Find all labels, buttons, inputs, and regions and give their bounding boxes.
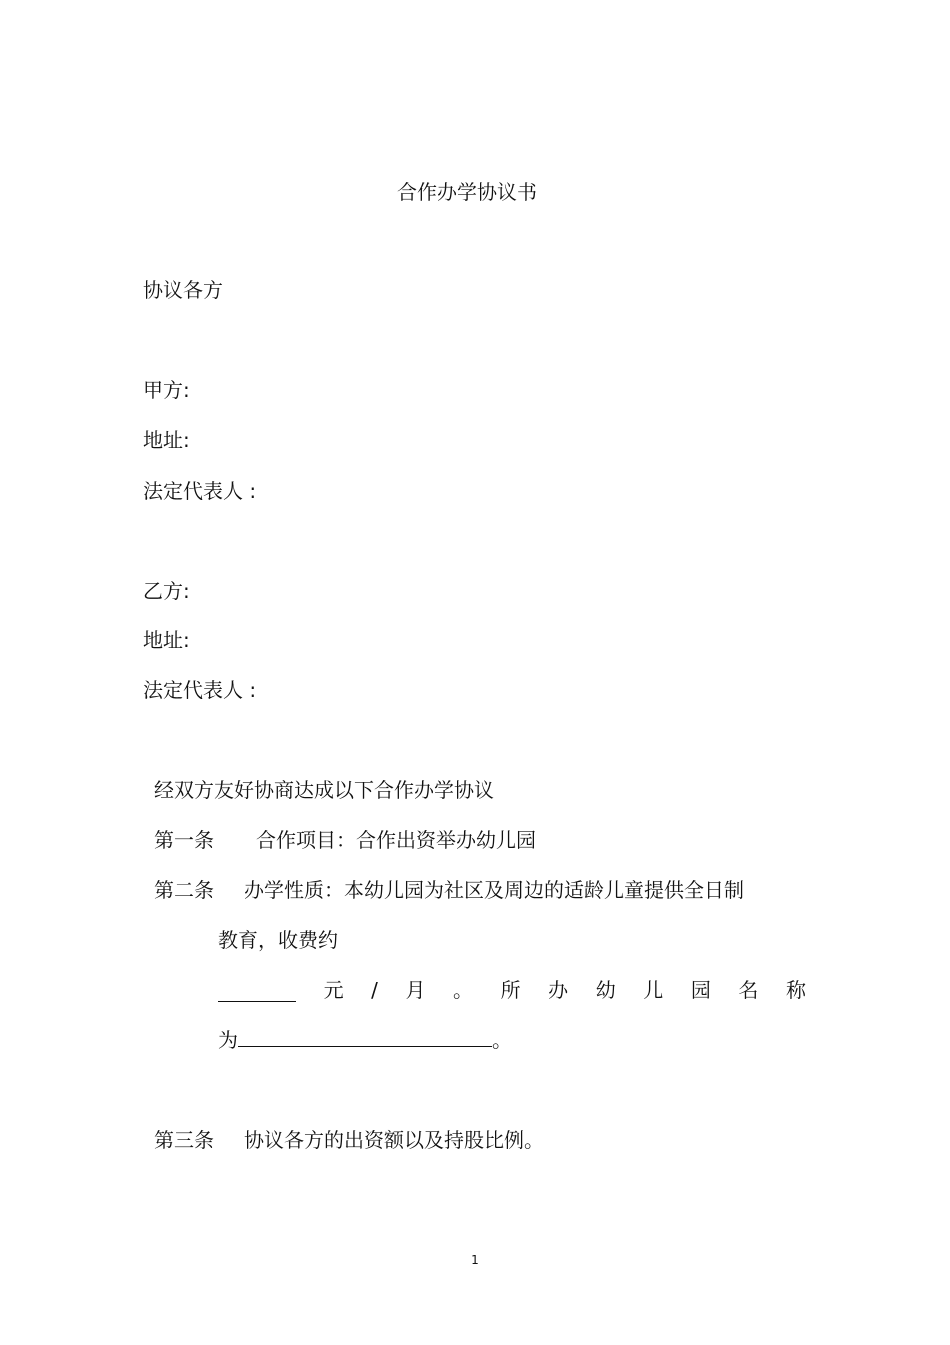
agreement-intro: 经双方友好协商达成以下合作办学协议 [154, 778, 494, 802]
page-number: 1 [471, 1253, 479, 1267]
fee-char: 月 [405, 978, 426, 1002]
fee-char: / [371, 978, 378, 1002]
article-2-number: 第二条 [154, 878, 214, 902]
article-1-text: 合作项目：合作出资举办幼儿园 [256, 828, 536, 852]
article-3-text: 协议各方的出资额以及持股比例。 [244, 1128, 544, 1152]
fee-char: 。 [453, 978, 473, 1002]
party-a-address: 地址: [143, 428, 190, 452]
fee-blank [218, 983, 296, 1002]
fee-char: 名 [738, 978, 759, 1002]
fee-char: 儿 [643, 978, 664, 1002]
fee-char: 办 [548, 978, 569, 1002]
article-3-number: 第三条 [154, 1128, 214, 1152]
name-suffix: 。 [492, 1028, 512, 1052]
fee-char: 幼 [595, 978, 616, 1002]
party-a-label: 甲方: [143, 378, 190, 402]
party-b-representative: 法定代表人 : [143, 678, 257, 702]
kindergarten-name-line [218, 1028, 512, 1052]
parties-heading: 协议各方 [143, 278, 223, 302]
party-b-label: 乙方: [143, 579, 190, 603]
article-2-continuation: 教育，收费约 [218, 928, 338, 952]
article-2-text: 办学性质：本幼儿园为社区及周边的适龄儿童提供全日制 [244, 878, 744, 902]
fee-char: 所 [500, 978, 521, 1002]
party-a-representative: 法定代表人 : [143, 479, 257, 503]
article-1-number: 第一条 [154, 828, 214, 852]
party-b-address: 地址: [143, 628, 190, 652]
fee-char: 称 [785, 978, 806, 1002]
document-title: 合作办学协议书 [397, 180, 537, 204]
fee-line [218, 978, 806, 1002]
fee-char: 元 [323, 978, 344, 1002]
kindergarten-name-blank [238, 1028, 492, 1047]
name-prefix: 为 [218, 1028, 238, 1052]
fee-char: 园 [690, 978, 711, 1002]
